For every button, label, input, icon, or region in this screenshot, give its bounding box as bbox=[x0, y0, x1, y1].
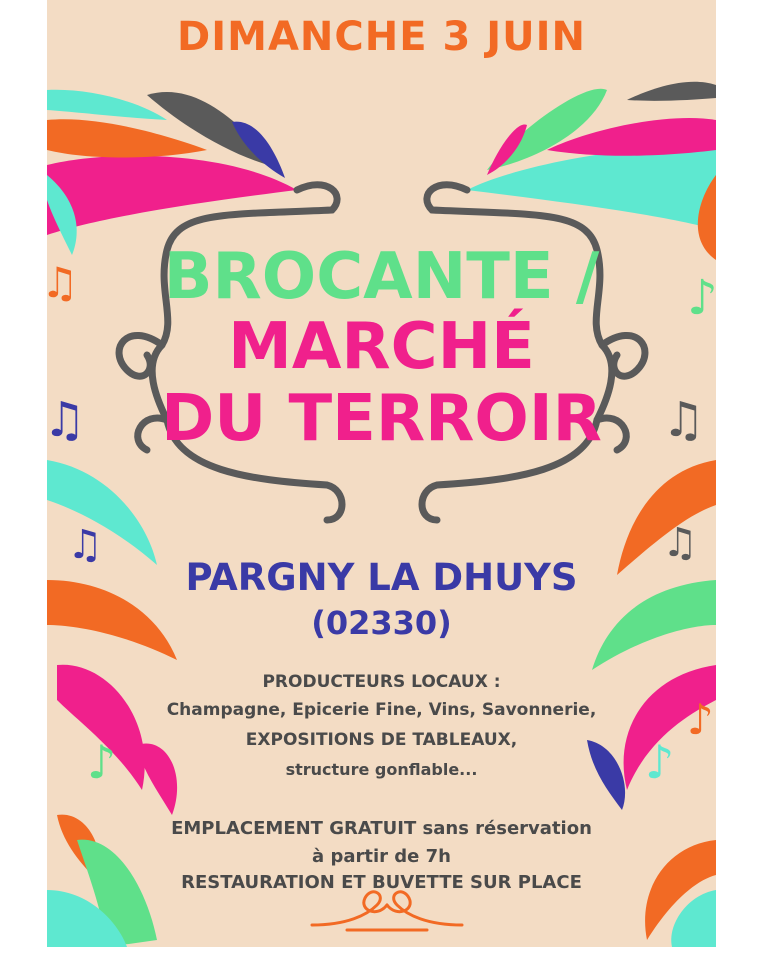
details-line-1: PRODUCTEURS LOCAUX : bbox=[262, 672, 501, 692]
music-note-icon: ♪ bbox=[645, 735, 675, 789]
music-note-icon: ♪ bbox=[687, 695, 714, 744]
decorative-ornaments bbox=[47, 0, 716, 947]
music-note-icon: ♫ bbox=[662, 520, 698, 566]
event-location: PARGNY LA DHUYS bbox=[185, 556, 578, 599]
music-note-icon: ♫ bbox=[662, 392, 706, 448]
music-note-icon: ♪ bbox=[87, 735, 117, 789]
music-note-icon: ♪ bbox=[687, 270, 718, 326]
music-note-icon: ♫ bbox=[67, 522, 103, 568]
music-note-icon: ♫ bbox=[41, 258, 79, 307]
bottom-line-2: à partir de 7h bbox=[312, 846, 451, 867]
title-line-1: BROCANTE / bbox=[163, 240, 600, 314]
details-line-4: structure gonflable... bbox=[285, 760, 478, 779]
postal-code: (02330) bbox=[311, 604, 452, 642]
details-line-3: EXPOSITIONS DE TABLEAUX, bbox=[245, 730, 518, 750]
bottom-line-3: RESTAURATION ET BUVETTE SUR PLACE bbox=[181, 872, 582, 893]
details-line-2: Champagne, Epicerie Fine, Vins, Savonnerie, bbox=[166, 700, 597, 720]
title-line-2: MARCHÉ bbox=[228, 310, 535, 384]
event-date: DIMANCHE 3 JUIN bbox=[177, 14, 586, 60]
title-line-3: DU TERROIR bbox=[161, 382, 602, 456]
event-poster bbox=[41, 0, 718, 947]
music-note-icon: ♫ bbox=[43, 392, 87, 448]
bottom-line-1: EMPLACEMENT GRATUIT sans réservation bbox=[171, 818, 592, 839]
